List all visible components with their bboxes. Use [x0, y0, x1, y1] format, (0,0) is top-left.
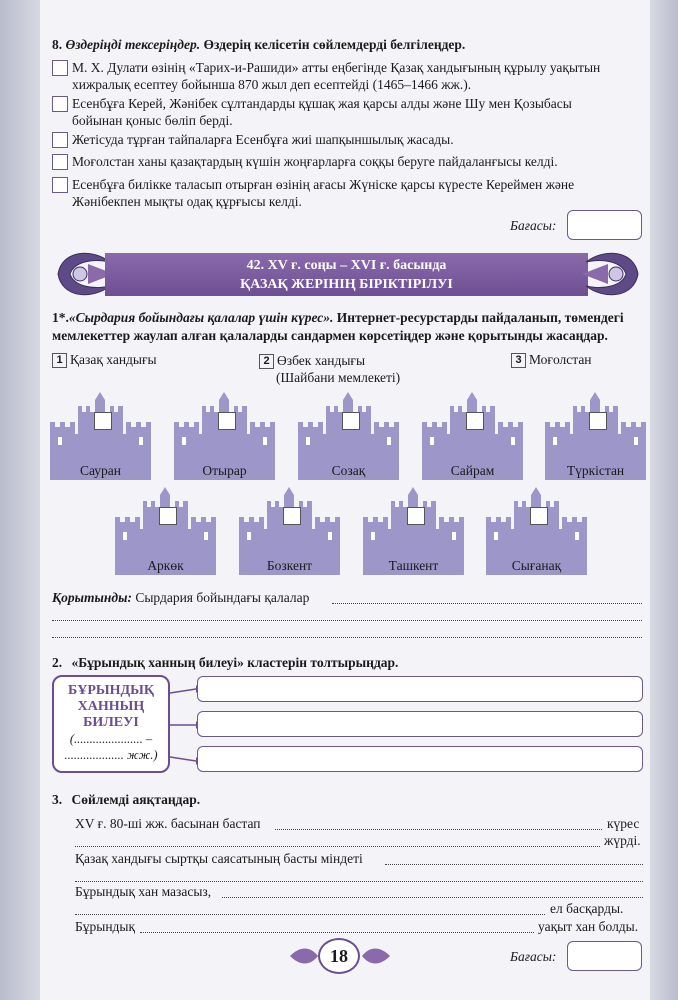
cluster-field-3[interactable] [197, 746, 643, 772]
q8-item-4-line1: Моғолстан ханы қазақтардың күшін жоңғарларға соққы беруге пайдаланғысы келді. [72, 154, 558, 169]
q8-item-2-line1: Есенбұға Керей, Жәнібек сұлтандарды құшақ жая қарсы алды және Шу мен Қозыбасы [72, 96, 572, 111]
castle-sozak-answer-box[interactable] [342, 412, 360, 430]
q3-s3-line-2[interactable] [75, 914, 545, 915]
legend-label-1: Қазақ хандығы [70, 352, 157, 367]
q3-s1-end1: күрес [607, 816, 640, 831]
q8-item-3-line1: Жетісуда тұрған тайпаларға Есенбұға жиі шапқыншылық жасады. [72, 132, 454, 147]
castle-turkistan-label: Түркістан [566, 463, 625, 478]
q3-s4-end: уақыт хан болды. [538, 919, 639, 934]
castle-sairam-answer-box[interactable] [466, 412, 484, 430]
q8-checkbox-4[interactable] [52, 154, 68, 170]
q1-conclusion-line-1[interactable] [332, 603, 642, 604]
q8-checkbox-5[interactable] [52, 177, 68, 193]
castle-arkok-label: Аркөк [147, 558, 184, 573]
q2-title-text: «Бұрындық ханның билеуі» кластерін толтырыңдар. [71, 655, 399, 670]
legend-label-2: Өзбек хандығы [277, 353, 366, 368]
castle-arkok-answer-box[interactable] [159, 507, 177, 525]
cluster-title-2: ХАННЫҢ [77, 699, 145, 714]
cluster-title-1: БҰРЫНДЫҚ [67, 683, 155, 698]
legend-num-3: 3 [511, 353, 526, 368]
castle-turkistan-answer-box[interactable] [589, 412, 607, 430]
cluster-title-3: БИЛЕУІ [83, 715, 139, 730]
q8-title-rest: Өздерің келісетін сөйлемдерді белгілеңдер. [203, 37, 466, 52]
q1-conclusion [52, 590, 309, 606]
castle-bozkent [237, 487, 342, 577]
q8-checkbox-2[interactable] [52, 96, 68, 112]
q8-item-5-line1: Есенбұға билікке таласып отырған өзінің ағасы Жүніске қарсы күресте Кереймен және [72, 177, 575, 192]
lesson-banner [105, 253, 588, 296]
castle-otyrar-answer-box[interactable] [218, 412, 236, 430]
legend-item-1 [52, 352, 157, 368]
legend-item-2 [259, 352, 400, 386]
castle-arkok [113, 487, 218, 577]
q1-title-rest-line2: мемлекеттер жаулап алған қалаларды сандармен көрсетіңдер және қорытынды жасаңдар. [52, 328, 608, 343]
q3-title-text: Сөйлемді аяқтаңдар. [71, 792, 201, 807]
legend-num-2: 2 [259, 354, 274, 369]
castle-sozak-label: Созақ [331, 463, 366, 478]
q3-s1-line-2[interactable] [75, 846, 600, 847]
cluster-center [52, 675, 170, 773]
q8-item-1-line1: М. Х. Дулати өзінің «Тарих-и-Рашиди» атты еңбегінде Қазақ хандығының құрылу уақытын [72, 60, 601, 75]
lesson-banner-line1: 42. XV ғ. соңы – XVI ғ. басында [246, 258, 447, 273]
castle-sozak [296, 392, 401, 482]
castle-sauran [48, 392, 153, 482]
castle-syganak-answer-box[interactable] [530, 507, 548, 525]
q1-title-italic: «Сырдария бойындағы қалалар үшін күрес». [68, 310, 334, 325]
q3-s2-line-1[interactable] [385, 864, 643, 865]
castle-bozkent-answer-box[interactable] [283, 507, 301, 525]
q2-number: 2. [52, 655, 63, 670]
q3-s1-start: XV ғ. 80-ші жж. басынан бастап [75, 816, 261, 831]
legend-item-3 [511, 352, 592, 368]
q8-title-italic: Өздеріңді тексеріңдер. [65, 37, 201, 52]
cluster-connector-arrows [170, 675, 200, 775]
banner-ornament-right [578, 242, 648, 306]
q3-s3-line-1[interactable] [222, 897, 643, 898]
q8-checkbox-1[interactable] [52, 60, 68, 76]
castle-otyrar-label: Отырар [202, 463, 247, 478]
q3-grade-box[interactable] [567, 941, 642, 971]
q8-title [52, 37, 465, 53]
legend-label-3: Моғолстан [529, 352, 592, 367]
castle-tashkent-label: Ташкент [388, 558, 439, 573]
q3-s2-start: Қазақ хандығы сыртқы саясатының басты міндеті [75, 851, 363, 866]
q1-title [52, 309, 644, 345]
q8-grade-label: Бағасы: [510, 218, 557, 233]
q1-title-rest-line1: Интернет-ресурстарды пайдаланып, төмендегі [336, 310, 624, 325]
legend-sub-2: (Шайбани мемлекеті) [276, 370, 401, 385]
q2-title [52, 655, 398, 671]
q3-s1-line-1[interactable] [275, 829, 602, 830]
q8-item-5-line2: Жәнібекпен мықты одақ құрғысы келді. [72, 194, 302, 209]
castle-sairam [420, 392, 525, 482]
castle-otyrar [172, 392, 277, 482]
q3-number: 3. [52, 792, 63, 807]
castle-sairam-label: Сайрам [450, 463, 495, 478]
castle-bozkent-label: Бозкент [266, 558, 313, 573]
q3-s4-start: Бұрындық [75, 919, 136, 934]
q1-conclusion-start: Сырдария бойындағы қалалар [135, 590, 310, 605]
legend-num-1: 1 [52, 353, 67, 368]
q1-conclusion-line-2[interactable] [52, 620, 642, 621]
cluster-field-2[interactable] [197, 711, 643, 737]
castle-sauran-label: Сауран [79, 463, 122, 478]
cluster-sub-2: ................... жж.) [64, 748, 158, 762]
castle-sauran-answer-box[interactable] [94, 412, 112, 430]
q3-s3-end: ел басқарды. [550, 901, 624, 916]
q1-number: 1*. [52, 310, 69, 325]
q3-title [52, 792, 200, 808]
castle-syganak-label: Сығанақ [511, 558, 562, 573]
q8-checkbox-3[interactable] [52, 132, 68, 148]
page-number: 18 [318, 938, 360, 974]
q8-item-1-line2: хижралық есептеу бойынша 870 жыл деп есептейді (1465–1466 жж.). [72, 77, 472, 92]
castle-turkistan [543, 392, 648, 482]
castle-tashkent-answer-box[interactable] [407, 507, 425, 525]
q1-conclusion-label: Қорытынды: [52, 590, 132, 605]
castle-tashkent [361, 487, 466, 577]
q8-number: 8. [52, 37, 63, 52]
q3-s4-line-1[interactable] [140, 932, 534, 933]
q3-s3-start: Бұрындық хан мазасыз, [75, 884, 212, 899]
q3-s1-end2: жүрді. [604, 833, 641, 848]
castle-syganak [484, 487, 589, 577]
q3-s2-line-2[interactable] [75, 881, 643, 882]
q1-conclusion-line-3[interactable] [52, 637, 642, 638]
cluster-sub-1: (...................... – [69, 732, 153, 746]
lesson-banner-line2: ҚАЗАҚ ЖЕРІНІҢ БІРІКТІРІЛУІ [240, 277, 453, 292]
q8-item-2-line2: бойынан қоныс бөліп берді. [72, 113, 233, 128]
cluster-field-1[interactable] [197, 676, 643, 702]
q3-grade-label: Бағасы: [510, 949, 557, 964]
q8-grade-box[interactable] [567, 210, 642, 240]
